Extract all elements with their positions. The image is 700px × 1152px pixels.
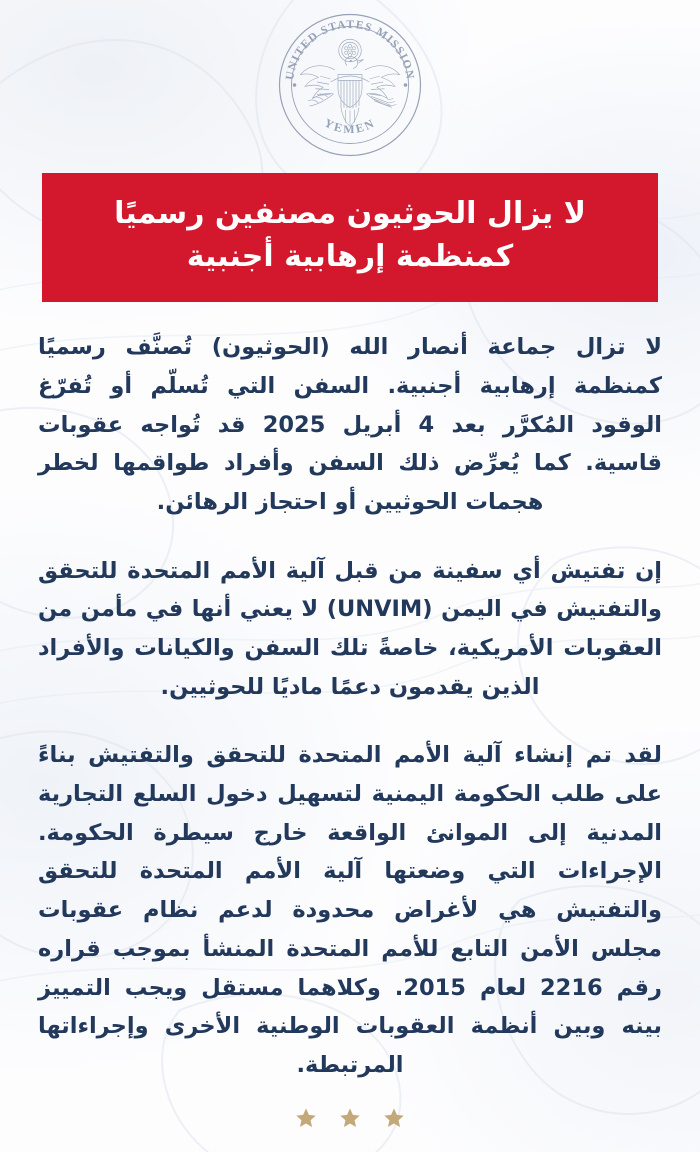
star-icon [295, 1107, 317, 1129]
paragraph-3: لقد تم إنشاء آلية الأمم المتحدة للتحقق والتفتيش بناءً على طلب الحكومة اليمنية لتسهيل دخول السلع التجارية المدنية إلى الموانئ الواقعة خارج سيطرة الحكومة. الإجراءات التي وضعتها آلية الأمم المتحدة للتحقق والتفتيش هي لأغراض محدودة لدعم نظام عقوبات مجلس الأمن التابع للأمم المتحدة المنشأ بموجب قراره رقم 2216 لعام 2015. وكلاهما مستقل ويجب التمييز بينه وبين أنظمة العقوبات الوطنية الأخرى وإجراءاتها المرتبطة. [38, 742, 662, 1078]
star-divider [0, 1107, 700, 1129]
svg-text:UNITED STATES MISSION: UNITED STATES MISSION [283, 17, 417, 81]
headline-banner [42, 173, 658, 302]
us-mission-yemen-seal-icon [275, 10, 425, 160]
page-title: لا يزال الحوثيون مصنفين رسميًا كمنظمة إرهابية أجنبية [114, 196, 586, 274]
seal-container [0, 0, 700, 170]
star-icon [383, 1107, 405, 1129]
paragraph-1: لا تزال جماعة أنصار الله (الحوثيون) تُصنَّف رسميًا كمنظمة إرهابية أجنبية. السفن التي تُسلّم أو تُفرّغ الوقود المُكرَّر بعد 4 أبريل 2025 قد تُواجه عقوبات قاسية. كما يُعرِّض ذلك السفن وأفراد طواقمها لخطر هجمات الحوثيين أو احتجاز الرهائن. [38, 334, 662, 515]
body-content [38, 328, 662, 1084]
paragraph-2: إن تفتيش أي سفينة من قبل آلية الأمم المتحدة للتحقق والتفتيش في اليمن (UNVIM) لا يعني أنها في مأمن من العقوبات الأمريكية، خاصةً تلك السفن والكيانات والأفراد الذين يقدمون دعمًا ماديًا للحوثيين. [38, 557, 662, 700]
svg-text:YEMEN: YEMEN [322, 115, 378, 137]
star-icon [339, 1107, 361, 1129]
